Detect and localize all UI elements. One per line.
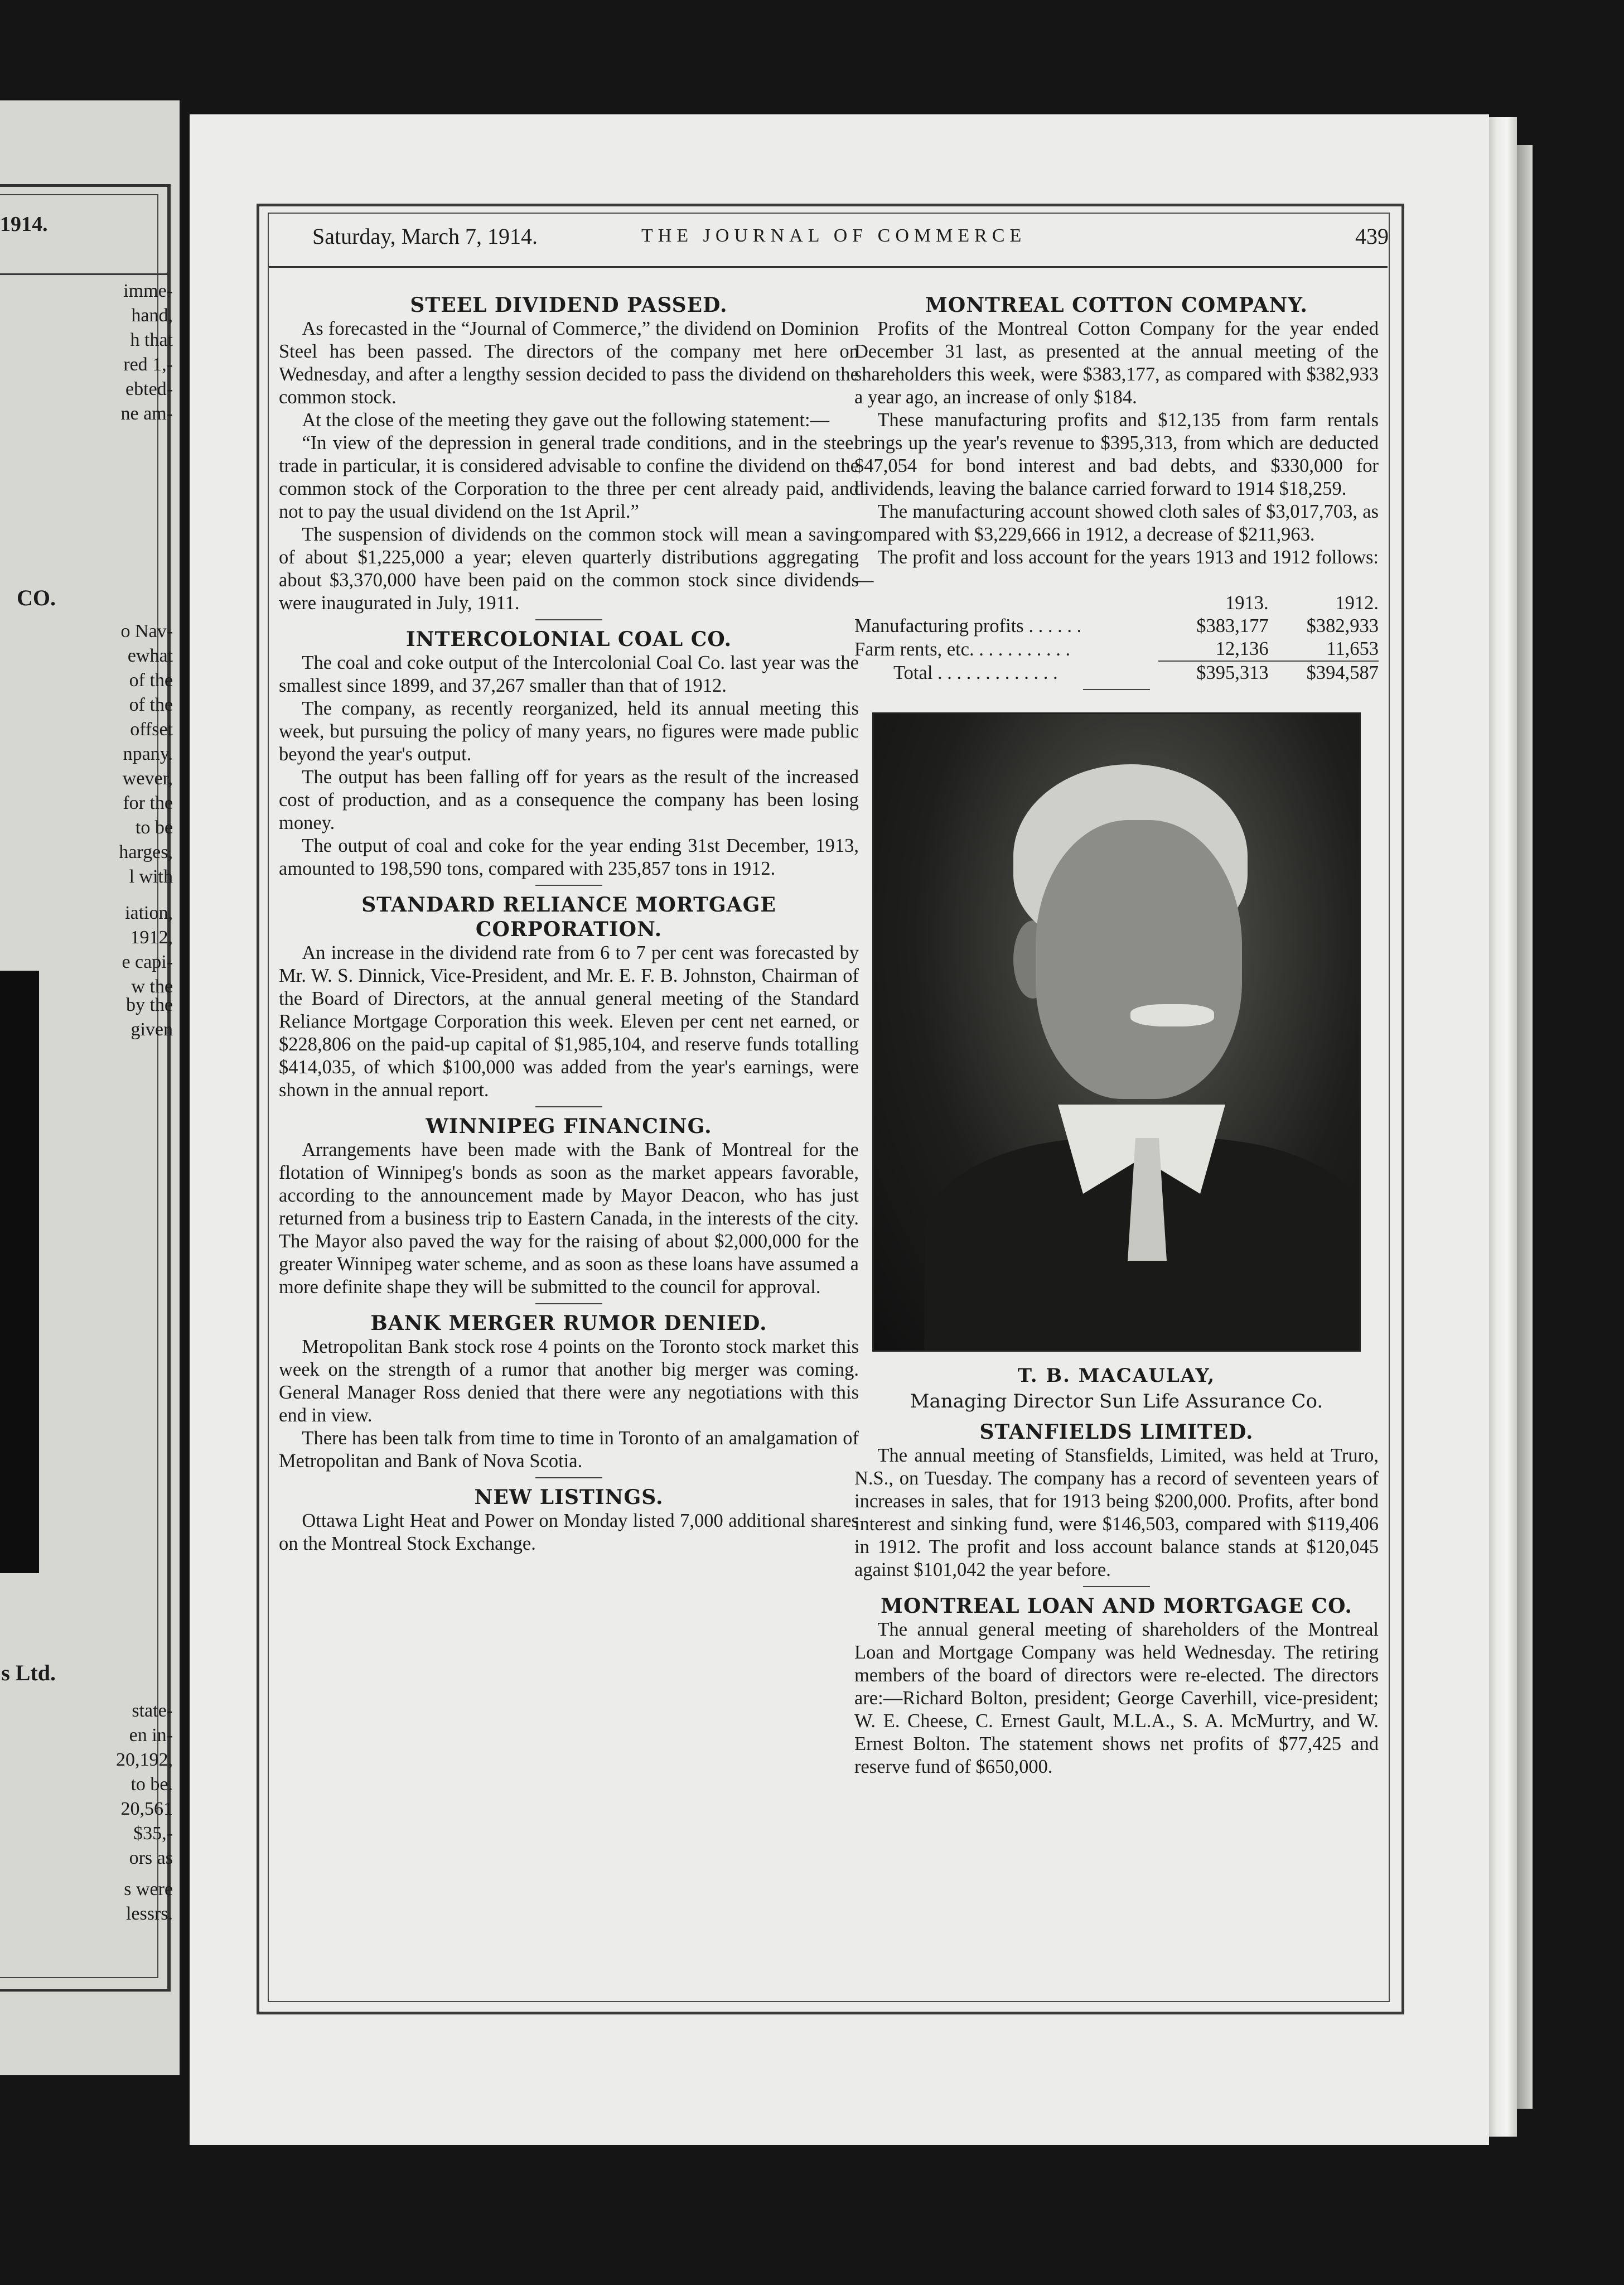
row-value-1912: 11,653 [1326, 638, 1379, 659]
right-column [854, 293, 1379, 1778]
left-page-line: ewhat [127, 645, 173, 666]
article-heading: MONTREAL LOAN AND MORTGAGE CO. [881, 1594, 1352, 1618]
article-paragraph: Arrangements have been made with the Bank of Montreal for the flotation of Winnipeg's bonds as soon as the market appears favorable, according to the announcement made by Mayor Deacon, who has just returned from a business trip to Eastern Canada, in the interests of the city. The Mayor also paved the way for the raising of about $2,000,000 for the greater Winnipeg water scheme, and as soon as these loans have assumed a more definite shape they will be submitted to the council for approval. [279, 1139, 859, 1298]
portrait-moustache [1130, 1004, 1214, 1026]
article-paragraph: There has been talk from time to time in Toronto of an amalgamation of Metropolitan and Bank of Nova Scotia. [279, 1428, 859, 1472]
left-page-line: 20,561 [120, 1799, 173, 1819]
total-value-1912: $394,587 [1306, 662, 1379, 683]
left-page-line: en in- [129, 1725, 173, 1746]
article [279, 627, 859, 886]
article-paragraph: The annual meeting of Stansfields, Limited, was held at Truro, N.S., on Tuesday. The company has a record of seventeen years of increases in sales, that for 1913 being $200,000. Profits, after bond interest and sinking fund, were $146,503, compared with $119,406 in 1912. The profit and loss account balance stands at $120,045 against $101,042 the year before. [854, 1445, 1379, 1580]
left-page-line: wever, [122, 768, 173, 789]
article-heading: MONTREAL COTTON COMPANY. [925, 293, 1308, 317]
table-header-row [854, 592, 1379, 615]
article-separator [1083, 1586, 1150, 1587]
article-paragraph: Metropolitan Bank stock rose 4 points on the Toronto stock market this week on the strength of a rumor that another big merger was coming. General Manager Ross denied that there were any negotiations with this end in view. [279, 1336, 859, 1426]
article-paragraph: The suspension of dividends on the common stock will mean a saving of about $1,225,000 a year; eleven quarterly distributions aggregating about $3,370,000 have been paid on the common stock since dividends were inaugurated in July, 1911. [279, 524, 859, 614]
masthead-rule [269, 266, 1388, 268]
left-page-line: by the [125, 995, 173, 1015]
newspaper-page [190, 114, 1489, 2145]
left-page-line: given [130, 1019, 173, 1040]
article-paragraph: The manufacturing account showed cloth sales of $3,017,703, as compared with $3,229,666 in 1912, a decrease of $211,963. [854, 501, 1379, 545]
article-paragraph: The profit and loss account for the years 1913 and 1912 follows:— [854, 547, 1379, 591]
article [279, 893, 859, 1107]
article-paragraph: The output has been falling off for years as the result of the increased cost of production, and as a consequence the company has been losing money. [279, 767, 859, 833]
left-page-fragment [0, 100, 180, 2075]
article-paragraph: The output of coal and coke for the year ending 31st December, 1913, amounted to 198,590 tons, compared with 235,857 tons in 1912. [279, 835, 859, 879]
article-paragraph: An increase in the dividend rate from 6 to 7 per cent was forecasted by Mr. W. S. Dinnick, Vice-President, and Mr. E. F. B. Johnston, Chairman of the Board of Directors, at the annual general meeting of the Standard Reliance Mortgage Corporation this week. Eleven per cent net earned, or $228,806 on the paid-up capital of $1,985,104, and reserve funds totalling $414,035, of which $100,000 was added from the year's earnings, were shown in the annual report. [279, 942, 859, 1101]
left-page-line: 20,192, [116, 1749, 173, 1770]
article [854, 1420, 1379, 1587]
article [279, 293, 859, 620]
left-page-line: l with [129, 866, 173, 887]
left-page-line: for the [123, 793, 173, 813]
masthead [312, 223, 1389, 262]
left-page-line: harges, [119, 842, 173, 862]
article-heading: INTERCOLONIAL COAL CO. [405, 628, 732, 651]
left-page-line: to be. [130, 1774, 173, 1795]
article-paragraph: Ottawa Light Heat and Power on Monday listed 7,000 additional shares on the Montreal Stock Exchange. [279, 1510, 859, 1554]
article-separator [535, 1477, 602, 1478]
article [279, 1311, 859, 1478]
portrait-face [1036, 820, 1242, 1099]
article-heading: STEEL DIVIDEND PASSED. [410, 293, 728, 317]
left-page-heading-ltd: s Ltd. [1, 1660, 56, 1685]
profit-loss-table [854, 592, 1379, 684]
right-column-articles [854, 1420, 1379, 1778]
left-page-line: ebted- [125, 379, 173, 399]
article-heading: STANFIELDS LIMITED. [979, 1420, 1254, 1444]
left-page-line: state- [132, 1700, 173, 1721]
article-separator [535, 1106, 602, 1107]
total-value-1913: $395,313 [1196, 662, 1269, 683]
left-page-line: imme- [123, 281, 173, 301]
row-label: Manufacturing profits . . . . . . [854, 615, 1082, 637]
left-page-line: $35,- [133, 1823, 173, 1844]
left-page-line: o Nav- [120, 621, 173, 642]
left-page-line: lessrs. [125, 1903, 173, 1924]
article-separator [1083, 689, 1150, 690]
article-heading: BANK MERGER RUMOR DENIED. [370, 1312, 767, 1335]
left-page-line: of the [129, 695, 173, 715]
table-total-row [854, 662, 1379, 684]
article-paragraph: “In view of the depression in general trade conditions, and in the steel trade in particular, it is considered advisable to confine the dividend on the common stock of the Corporation to the three per cent already paid, and not to pay the usual dividend on the 1st April.” [279, 432, 859, 522]
article-separator [535, 885, 602, 886]
article-montreal-cotton [854, 293, 1379, 690]
table-row [854, 638, 1379, 661]
article-paragraph: Profits of the Montreal Cotton Company for the year ended December 31 last, as presented at the annual meeting of the shareholders this week, were $383,177, as compared with $382,933 a year ago, an increase of only $184. [854, 318, 1379, 408]
article-heading: STANDARD RELIANCE MORTGAGE CORPORATION. [361, 893, 776, 941]
row-value-1913: $383,177 [1196, 615, 1269, 637]
total-label: Total . . . . . . . . . . . . . [893, 662, 1058, 683]
photo-caption-title: Managing Director Sun Life Assurance Co. [910, 1390, 1323, 1413]
left-page-rule [0, 273, 167, 275]
article-paragraph: At the close of the meeting they gave out the following statement:— [302, 409, 830, 431]
article [854, 1594, 1379, 1778]
row-value-1913: 12,136 [1215, 638, 1269, 659]
left-page-line: ors as [129, 1848, 173, 1868]
left-page-header: 1914. [0, 213, 48, 236]
left-page-photo [0, 971, 39, 1573]
left-page-heading-co: CO. [17, 585, 56, 610]
portrait-photo [872, 712, 1361, 1352]
left-page-line: npany. [123, 744, 173, 764]
article-heading: WINNIPEG FINANCING. [426, 1115, 712, 1138]
left-column [279, 293, 859, 1555]
article-separator [535, 1303, 602, 1304]
left-page-line: iation, [125, 903, 173, 923]
article-separator [535, 619, 602, 620]
article-paragraph: These manufacturing profits and $12,135 from farm rentals brings up the year's revenue to $395,313, from which are deducted $47,054 for bond interest and bad debts, and $330,000 for dividends, leaving the balance carried forward to 1914 $18,259. [854, 409, 1379, 499]
left-page-line: hand, [131, 305, 173, 326]
article-paragraph: The company, as recently reorganized, held its annual meeting this week, but pursuing the policy of many years, no figures were made public beyond the year's output. [279, 698, 859, 765]
left-page-line: to be [135, 817, 173, 838]
table-row [854, 615, 1379, 638]
publication-title: THE JOURNAL OF COMMERCE [641, 225, 1027, 246]
article-paragraph: The coal and coke output of the Intercolonial Coal Co. last year was the smallest since 1899, and 37,267 smaller than that of 1912. [279, 652, 859, 696]
left-page-line: w the [131, 976, 173, 997]
issue-date: Saturday, March 7, 1914. [312, 224, 538, 249]
article-paragraph: As forecasted in the “Journal of Commerce,” the dividend on Dominion Steel has been passed. The directors of the company met here on Wednesday, and after a lengthy session decided to pass the dividend on the common stock. [279, 318, 859, 408]
table-year-1913: 1913. [1225, 592, 1269, 614]
photo-caption-name: T. B. MACAULAY, [1017, 1365, 1216, 1387]
table-year-1912: 1912. [1335, 592, 1379, 614]
left-page-line: red 1,- [123, 354, 173, 375]
article-heading: NEW LISTINGS. [474, 1486, 664, 1509]
article-body [854, 317, 1379, 592]
article-paragraph: The annual general meeting of shareholders of the Montreal Loan and Mortgage Company was held Wednesday. The retiring members of the board of directors were re-elected. The directors are:—Richard Bolton, president; George Caverhill, vice-president; W. E. Cheese, C. Ernest Gault, M.L.A., S. A. McMurtry, and W. Ernest Bolton. The statement shows net profits of $77,425 and reserve fund of $650,000. [854, 1619, 1379, 1777]
left-page-line: 1912, [130, 927, 173, 948]
row-value-1912: $382,933 [1306, 615, 1379, 637]
left-page-line: e capi- [122, 952, 173, 972]
left-page-line: offset [130, 719, 173, 740]
left-page-line: h that [130, 330, 173, 350]
page-edge-shadow [1517, 145, 1533, 2109]
page-number: 439 [1355, 224, 1389, 249]
article [279, 1114, 859, 1304]
left-page-line: ne am- [120, 403, 173, 424]
row-label: Farm rents, etc. . . . . . . . . . . [854, 638, 1071, 660]
article [279, 1485, 859, 1555]
left-page-line: s were [124, 1879, 173, 1900]
left-page-line: of the [129, 670, 173, 691]
